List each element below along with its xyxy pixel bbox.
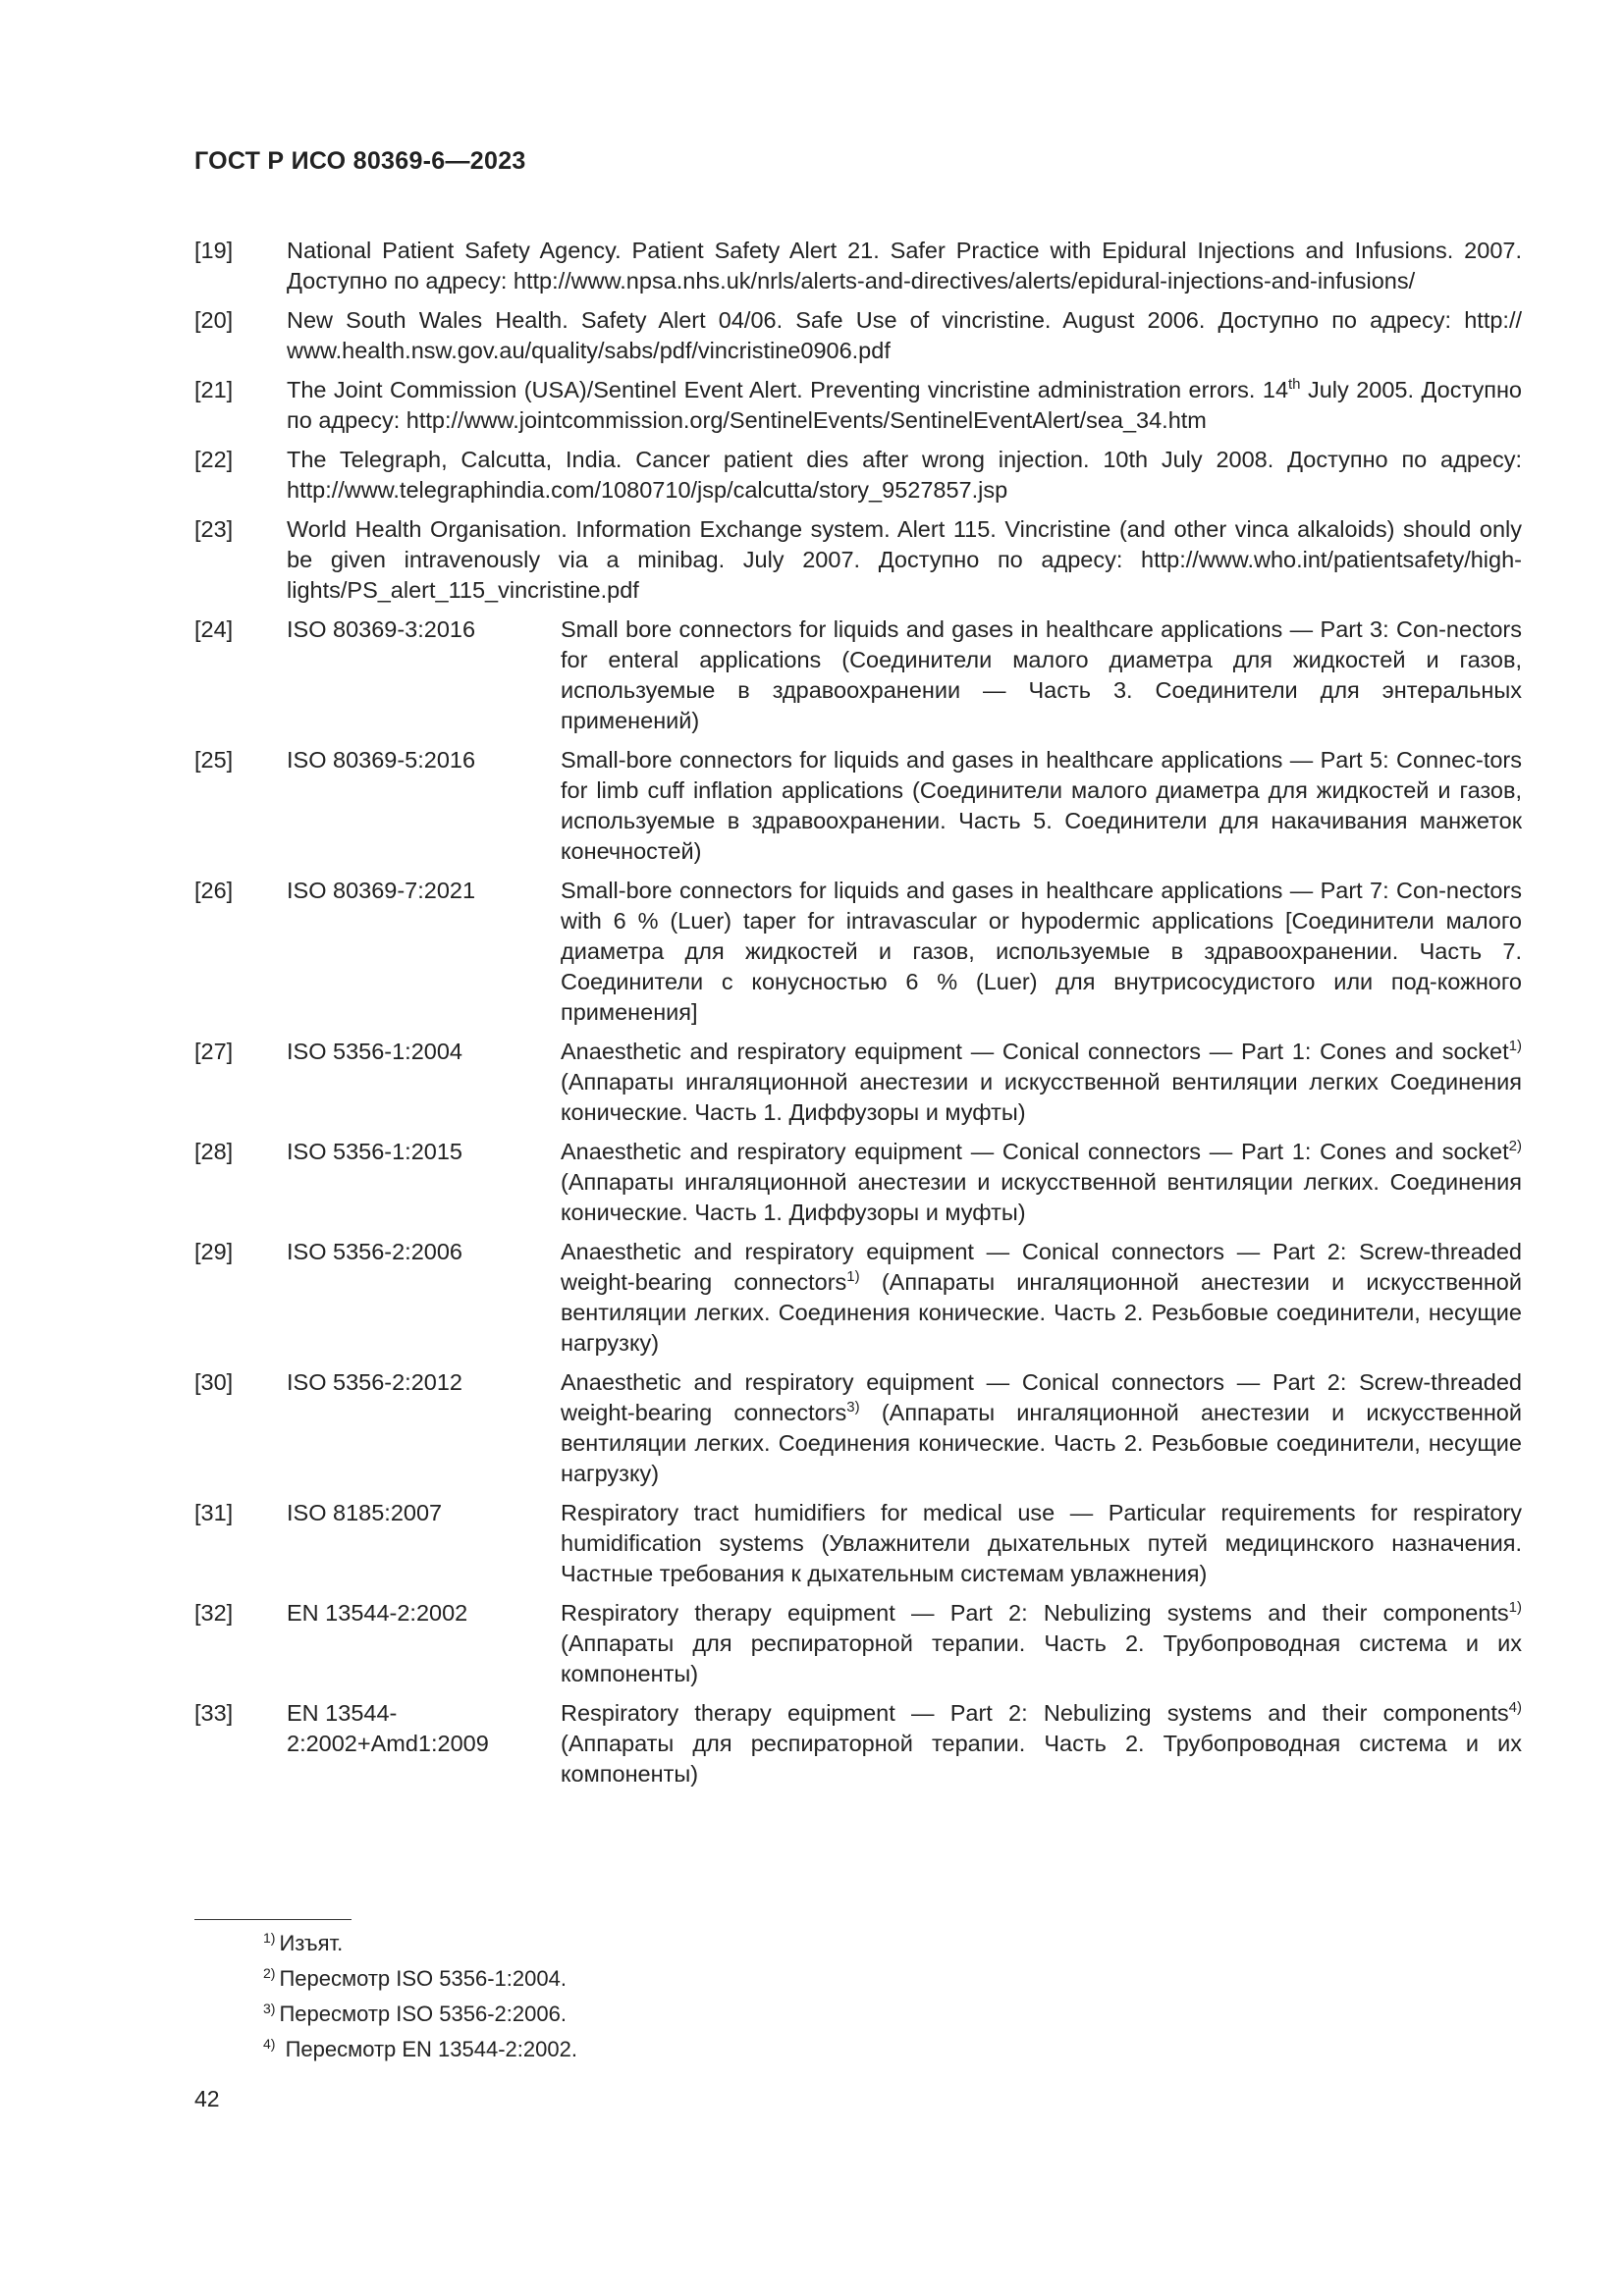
reference-number: [24] bbox=[194, 616, 234, 642]
reference-19 bbox=[194, 236, 1522, 296]
footnote-2 bbox=[263, 1964, 577, 2000]
reference-22 bbox=[194, 445, 1522, 506]
reference-number: [33] bbox=[194, 1700, 234, 1726]
footnote-text: Пересмотр ISO 5356-1:2004. bbox=[279, 1966, 567, 1991]
bibliography-list bbox=[194, 236, 1522, 1798]
standard-title-end: (Аппараты ингаляционной анестезии и искусственной вентиляции легких. Соединения конические. Часть 2. Резьбовые соединители, несущие нагрузку) bbox=[561, 1269, 1523, 1356]
standard-title: Small-bore connectors for liquids and gases in healthcare applications — Part 5: Connec-tors for limb cuff inflation applications (Соединители малого диаметра для жидкостей и газов, используемые в здравоохранении. Часть 5. Соединители для накачивания манжеток конечностей) bbox=[561, 747, 1522, 864]
reference-number: [30] bbox=[194, 1369, 234, 1395]
standard-code: ISO 5356-2:2012 bbox=[287, 1369, 462, 1395]
footnote-marker: 2) bbox=[1508, 1138, 1522, 1154]
footnote-mark: 1) bbox=[263, 1930, 276, 1946]
footnote-mark: 2) bbox=[263, 1965, 276, 1981]
footnotes bbox=[263, 1929, 577, 2070]
standard-title bbox=[561, 1237, 1522, 1359]
standard-title: Small bore connectors for liquids and gases in healthcare applications — Part 3: Con-nectors for enteral applications (Соединители малого диаметра для жидкостей и газов, используемые в здравоохранении — Часть 3. Соединители для энтеральных применений) bbox=[561, 616, 1522, 733]
reference-text: World Health Organisation. Information Exchange system. Alert 115. Vincristine (and other vinca alkaloids) should only be given intravenously via a minibag. July 2007. Доступно по адресу: http://www.who.int/patientsafety/high-lights/PS_alert_115_vincristine.pdf bbox=[287, 516, 1522, 603]
standard-code: ISO 80369-3:2016 bbox=[287, 616, 476, 642]
footnote-mark: 4) bbox=[263, 2036, 276, 2052]
reference-30 bbox=[194, 1367, 1522, 1489]
footnote-mark: 3) bbox=[263, 2001, 276, 2016]
reference-text-start: The Joint Commission (USA)/Sentinel Event Alert. Preventing vincristine administration errors. 14 bbox=[287, 377, 1289, 402]
reference-21 bbox=[194, 375, 1522, 436]
reference-26 bbox=[194, 876, 1522, 1028]
footnote-text: Пересмотр ISO 5356-2:2006. bbox=[279, 2002, 567, 2026]
standard-title bbox=[561, 1698, 1522, 1789]
reference-text bbox=[287, 375, 1522, 436]
standard-title bbox=[561, 1367, 1522, 1489]
reference-23 bbox=[194, 514, 1522, 606]
standard-title-end: (Аппараты ингаляционной анестезии и искусственной вентиляции легких Соединения конические. Часть 1. Диффузоры и муфты) bbox=[561, 1069, 1522, 1125]
reference-number: [27] bbox=[194, 1039, 234, 1064]
standard-code-line2: 2:2002+Amd1:2009 bbox=[287, 1731, 489, 1756]
reference-27 bbox=[194, 1037, 1522, 1128]
reference-number: [25] bbox=[194, 747, 234, 773]
reference-number: [23] bbox=[194, 516, 234, 542]
reference-24 bbox=[194, 614, 1522, 736]
footnote-marker: 1) bbox=[846, 1268, 860, 1285]
reference-text: New South Wales Health. Safety Alert 04/06. Safe Use of vincristine. August 2006. Доступно по адресу: http:// www.health.nsw.gov.au/quality/sabs/pdf/vincristine0906.pdf bbox=[287, 307, 1522, 363]
standard-title-start: Anaesthetic and respiratory equipment — Conical connectors — Part 2: Screw-threaded weight-bearing connectors bbox=[561, 1369, 1522, 1425]
footnote-marker: 3) bbox=[846, 1399, 860, 1415]
footnote-marker: 1) bbox=[1508, 1038, 1522, 1054]
standard-title-start: Anaesthetic and respiratory equipment — Conical connectors — Part 1: Cones and socket bbox=[561, 1139, 1509, 1164]
standard-title-start: Anaesthetic and respiratory equipment — Conical connectors — Part 1: Cones and socket bbox=[561, 1039, 1509, 1064]
standard-code bbox=[287, 1698, 561, 1789]
reference-25 bbox=[194, 745, 1522, 867]
standard-code: ISO 8185:2007 bbox=[287, 1500, 443, 1525]
reference-number: [20] bbox=[194, 307, 234, 333]
standard-title-start: Anaesthetic and respiratory equipment — Conical connectors — Part 2: Screw-threaded weight-bearing connectors bbox=[561, 1239, 1522, 1295]
standard-title bbox=[561, 1137, 1522, 1228]
page-number: 42 bbox=[194, 2086, 220, 2111]
reference-number: [19] bbox=[194, 238, 234, 263]
standard-code: ISO 5356-2:2006 bbox=[287, 1239, 462, 1264]
footnote-text: Пересмотр EN 13544-2:2002. bbox=[279, 2037, 577, 2061]
footnote-1 bbox=[263, 1929, 577, 1964]
reference-29 bbox=[194, 1237, 1522, 1359]
reference-33 bbox=[194, 1698, 1522, 1789]
reference-28 bbox=[194, 1137, 1522, 1228]
superscript: th bbox=[1288, 376, 1301, 393]
reference-number: [28] bbox=[194, 1139, 234, 1164]
standard-code: ISO 5356-1:2004 bbox=[287, 1039, 462, 1064]
reference-number: [31] bbox=[194, 1500, 234, 1525]
reference-20 bbox=[194, 305, 1522, 366]
standard-title-end: (Аппараты ингаляционной анестезии и искусственной вентиляции легких. Соединения конические. Часть 1. Диффузоры и муфты) bbox=[561, 1169, 1522, 1225]
standard-title-start: Respiratory therapy equipment — Part 2: Nebulizing systems and their components bbox=[561, 1700, 1509, 1726]
standard-title-start: Respiratory therapy equipment — Part 2: Nebulizing systems and their components bbox=[561, 1600, 1509, 1626]
standard-title-end: (Аппараты для респираторной терапии. Часть 2. Трубопроводная система и их компоненты) bbox=[561, 1630, 1522, 1686]
reference-text: The Telegraph, Calcutta, India. Cancer patient dies after wrong injection. 10th July 2008. Доступно по адресу: http://www.telegraphindia.com/1080710/jsp/calcutta/story_9527857.jsp bbox=[287, 447, 1522, 503]
reference-number: [22] bbox=[194, 447, 234, 472]
reference-number: [26] bbox=[194, 878, 234, 903]
footnote-divider bbox=[194, 1919, 352, 1920]
standard-title-end: (Аппараты для респираторной терапии. Часть 2. Трубопроводная система и их компоненты) bbox=[561, 1731, 1522, 1787]
reference-text: National Patient Safety Agency. Patient Safety Alert 21. Safer Practice with Epidural Injections and Infusions. 2007. Доступно по адресу: http://www.npsa.nhs.uk/nrls/alerts-and-directives/alerts/epidural-injections-and-infusions/ bbox=[287, 238, 1522, 294]
footnote-marker: 1) bbox=[1508, 1599, 1522, 1616]
reference-number: [32] bbox=[194, 1600, 234, 1626]
standard-code-line1: EN 13544- bbox=[287, 1700, 398, 1726]
footnote-4 bbox=[263, 2035, 577, 2070]
standard-code: ISO 80369-7:2021 bbox=[287, 878, 476, 903]
reference-32 bbox=[194, 1598, 1522, 1689]
reference-31 bbox=[194, 1498, 1522, 1589]
reference-number: [29] bbox=[194, 1239, 234, 1264]
standard-code: EN 13544-2:2002 bbox=[287, 1600, 468, 1626]
standard-title: Small-bore connectors for liquids and gases in healthcare applications — Part 7: Con-nectors with 6 % (Luer) taper for intravascular or hypodermic applications [Соединители малого диаметра для жидкостей и газов, используемые в здравоохранении. Часть 7. Соединители с конусностью 6 % (Luer) для внутрисосудистого или под-кожного применения] bbox=[561, 878, 1522, 1025]
standard-title: Respiratory tract humidifiers for medical use — Particular requirements for respiratory humidification systems (Увлажнители дыхательных путей медицинского назначения. Частные требования к дыхательным системам увлажнения) bbox=[561, 1500, 1522, 1586]
standard-code: ISO 5356-1:2015 bbox=[287, 1139, 462, 1164]
standard-title bbox=[561, 1598, 1522, 1689]
footnote-marker: 4) bbox=[1508, 1699, 1522, 1716]
reference-number: [21] bbox=[194, 377, 234, 402]
standard-title bbox=[561, 1037, 1522, 1128]
standard-title-end: (Аппараты ингаляционной анестезии и искусственной вентиляции легких. Соединения конические. Часть 2. Резьбовые соединители, несущие нагрузку) bbox=[561, 1400, 1523, 1486]
document-header: ГОСТ Р ИСО 80369-6—2023 bbox=[194, 147, 526, 175]
reference-text-end: July 2005. Доступно по адресу: http://www.jointcommission.org/SentinelEvents/SentinelEventAlert/sea_34.htm bbox=[287, 377, 1522, 433]
footnote-text: Изъят. bbox=[279, 1931, 344, 1955]
standard-code: ISO 80369-5:2016 bbox=[287, 747, 476, 773]
footnote-3 bbox=[263, 2000, 577, 2035]
